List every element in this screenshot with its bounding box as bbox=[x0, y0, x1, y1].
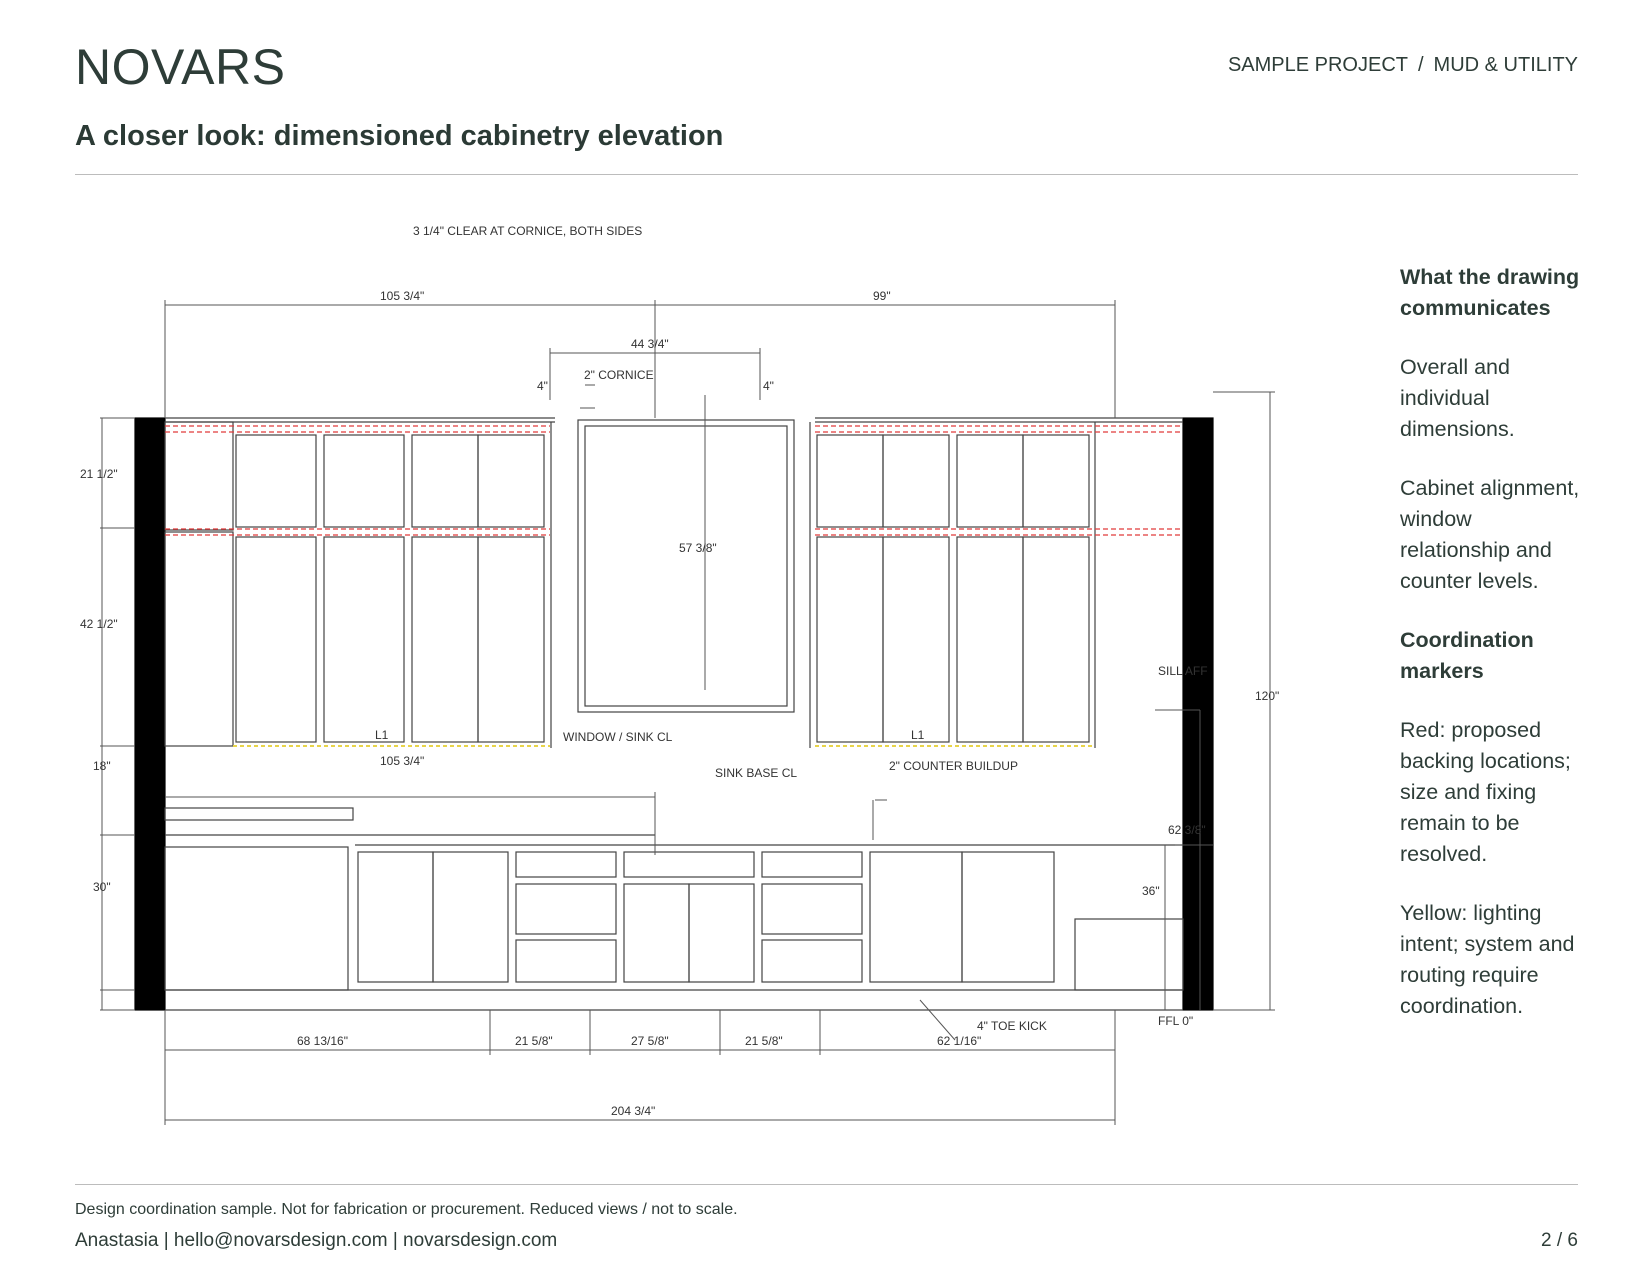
bottom-dim-1: 68 13/16" bbox=[297, 1034, 348, 1048]
dim-tall-row: 42 1/2" bbox=[80, 617, 118, 631]
sidebar-para-red: Red: proposed backing locations; size and fixing remain to be resolved. bbox=[1400, 718, 1571, 866]
dim-gap: 18" bbox=[93, 759, 111, 773]
breadcrumb-separator: / bbox=[1417, 54, 1424, 76]
backing-markers bbox=[165, 426, 1181, 535]
label-l1-left: L1 bbox=[375, 728, 389, 742]
label-toe-kick: 4" TOE KICK bbox=[977, 1019, 1047, 1033]
dim-window-width: 44 3/4" bbox=[631, 337, 669, 351]
page-number: 2 / 6 bbox=[1541, 1230, 1578, 1251]
footer-contact: Anastasia | hello@novarsdesign.com | novarsdesign.com bbox=[75, 1230, 558, 1251]
dim-base: 30" bbox=[93, 880, 111, 894]
note-top: 3 1/4" CLEAR AT CORNICE, BOTH SIDES bbox=[413, 224, 643, 238]
label-l1-right: L1 bbox=[911, 728, 925, 742]
bottom-dim-3: 27 5/8" bbox=[631, 1034, 669, 1048]
dim-lower-left: 105 3/4" bbox=[380, 754, 425, 768]
sidebar-para-yellow: Yellow: lighting intent; system and routing require coordination. bbox=[1400, 901, 1575, 1018]
dim-cornice-left: 4" bbox=[537, 379, 548, 393]
bottom-dim-4: 21 5/8" bbox=[745, 1034, 783, 1048]
bottom-dim-5: 62 1/16" bbox=[937, 1034, 982, 1048]
dim-counter-height: 36" bbox=[1142, 884, 1160, 898]
breadcrumb bbox=[1228, 54, 1578, 77]
sidebar-para-alignment: Cabinet alignment, window relationship and counter levels. bbox=[1400, 476, 1580, 593]
left-wall bbox=[135, 418, 165, 1010]
breadcrumb-section: MUD & UTILITY bbox=[1433, 54, 1578, 76]
label-cornice: 2" CORNICE bbox=[584, 368, 654, 382]
brand-logo: NOVARS bbox=[75, 39, 286, 95]
page-title: A closer look: dimensioned cabinetry elevation bbox=[75, 120, 724, 152]
sidebar-para-dimensions: Overall and individual dimensions. bbox=[1400, 355, 1515, 441]
dim-cornice-right: 4" bbox=[763, 379, 774, 393]
bottom-dim-2: 21 5/8" bbox=[515, 1034, 553, 1048]
sidebar-heading-drawing: What the drawing communicates bbox=[1400, 265, 1580, 320]
dim-overall-width: 204 3/4" bbox=[611, 1104, 656, 1118]
dim-sill-height: 62 3/8" bbox=[1168, 823, 1206, 837]
right-wall bbox=[1183, 418, 1213, 1010]
footer-divider bbox=[75, 1184, 1578, 1185]
footer-disclaimer: Design coordination sample. Not for fabrication or procurement. Reduced views / not to scale. bbox=[75, 1201, 738, 1218]
label-sill: SILL AFF bbox=[1158, 664, 1208, 678]
breadcrumb-project: SAMPLE PROJECT bbox=[1227, 54, 1408, 76]
sidebar-notes bbox=[1400, 262, 1585, 1050]
dim-upper-right: 99" bbox=[873, 289, 891, 303]
dim-upper-row: 21 1/2" bbox=[80, 467, 118, 481]
label-window-sink: WINDOW / SINK CL bbox=[563, 730, 673, 744]
header-divider bbox=[75, 174, 1578, 175]
label-counter-buildup: 2" COUNTER BUILDUP bbox=[889, 759, 1018, 773]
dim-overall-height: 120" bbox=[1255, 689, 1280, 703]
elevation-svg bbox=[75, 210, 1365, 1150]
dim-upper-left: 105 3/4" bbox=[380, 289, 425, 303]
cabinetry-elevation-drawing bbox=[75, 210, 1365, 1150]
label-ffl: FFL 0" bbox=[1158, 1014, 1194, 1028]
sidebar-heading-markers: Coordination markers bbox=[1400, 628, 1534, 683]
dim-window-height: 57 3/8" bbox=[679, 541, 717, 555]
label-sink-base: SINK BASE CL bbox=[715, 766, 798, 780]
